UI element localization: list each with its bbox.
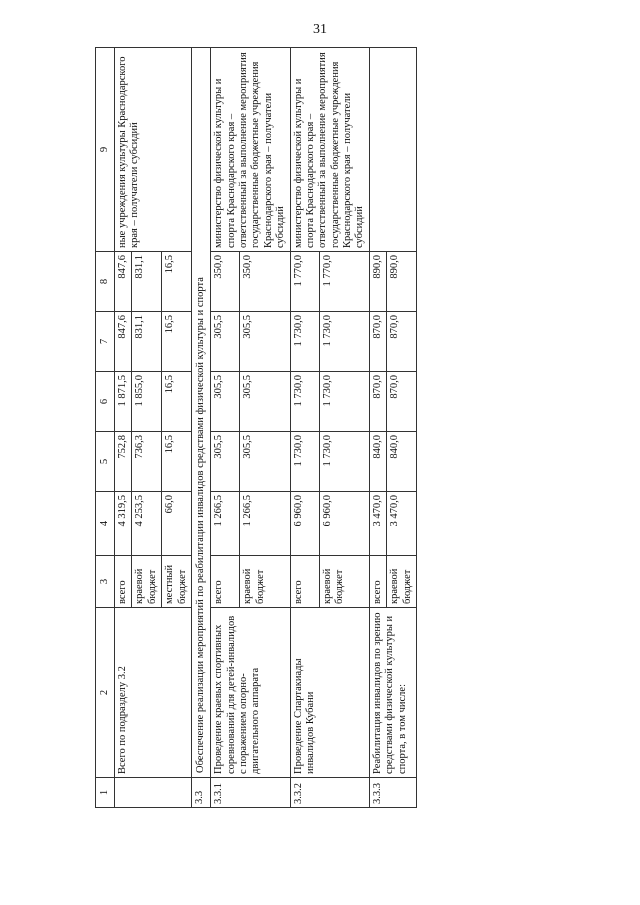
amount-year: 752,8 [115, 432, 132, 492]
amount-total: 1 266,5 [240, 492, 290, 556]
amount-total: 1 266,5 [211, 492, 240, 556]
amount-year: 16,5 [162, 252, 192, 312]
section-number: 3.3 [191, 778, 210, 808]
rotated-table-container [95, 48, 585, 808]
amount-year: 870,0 [387, 312, 417, 372]
budget-type: всего [211, 556, 240, 608]
amount-total: 6 960,0 [290, 492, 319, 556]
amount-year: 840,0 [369, 432, 386, 492]
budget-type: краевой бюджет [319, 556, 369, 608]
amount-year: 1 871,5 [115, 372, 132, 432]
header-cell: 6 [96, 372, 115, 432]
amount-year: 840,0 [387, 432, 417, 492]
header-cell: 1 [96, 778, 115, 808]
amount-total: 66,0 [162, 492, 192, 556]
table-row [369, 48, 386, 808]
item-name: Проведение краевых спортивных соревнований для детей-инвалидов с поражением опорно-двигательного аппарата [211, 608, 290, 778]
amount-year: 847,6 [115, 312, 132, 372]
amount-year: 736,3 [132, 432, 162, 492]
executor-text: министерство физической культуры и спорта Краснодарского края – ответственный за выполнение мероприятия государственные бюджетные учреждения Краснодарского края – получатели субсидий [290, 48, 369, 252]
amount-year: 350,0 [240, 252, 290, 312]
header-cell: 2 [96, 608, 115, 778]
budget-table [95, 47, 417, 808]
header-cell: 9 [96, 48, 115, 252]
amount-year: 16,5 [162, 432, 192, 492]
amount-total: 3 470,0 [387, 492, 417, 556]
amount-year: 1 770,0 [290, 252, 319, 312]
amount-year: 870,0 [369, 372, 386, 432]
executor-text [369, 48, 416, 252]
amount-year: 1 730,0 [290, 432, 319, 492]
section-title: Обеспечение реализации мероприятий по реабилитации инвалидов средствами физической культуры и спорта [191, 48, 210, 778]
executor-text: министерство физической культуры и спорта Краснодарского края – ответственный за выполнение мероприятия государственные бюджетные учреждения Краснодарского края – получатели субсидий [211, 48, 290, 252]
header-cell: 4 [96, 492, 115, 556]
amount-year: 831,1 [132, 312, 162, 372]
amount-year: 1 730,0 [319, 372, 369, 432]
header-cell: 7 [96, 312, 115, 372]
amount-year: 1 855,0 [132, 372, 162, 432]
amount-year: 305,5 [240, 432, 290, 492]
section-row [191, 48, 210, 808]
summary-name: Всего по подразделу 3.2 [115, 608, 192, 778]
table-row [290, 48, 319, 808]
budget-type: краевой бюджет [132, 556, 162, 608]
amount-total: 6 960,0 [319, 492, 369, 556]
amount-year: 890,0 [369, 252, 386, 312]
amount-year: 1 730,0 [319, 432, 369, 492]
amount-year: 305,5 [240, 312, 290, 372]
header-cell: 8 [96, 252, 115, 312]
budget-type: краевой бюджет [240, 556, 290, 608]
item-number: 3.3.2 [290, 778, 369, 808]
amount-total: 4 253,5 [132, 492, 162, 556]
amount-year: 1 770,0 [319, 252, 369, 312]
header-cell: 3 [96, 556, 115, 608]
amount-year: 870,0 [369, 312, 386, 372]
amount-year: 1 730,0 [290, 312, 319, 372]
amount-year: 16,5 [162, 372, 192, 432]
amount-year: 890,0 [387, 252, 417, 312]
amount-year: 305,5 [240, 372, 290, 432]
header-cell: 5 [96, 432, 115, 492]
item-number: 3.3.3 [369, 778, 416, 808]
amount-total: 4 319,5 [115, 492, 132, 556]
amount-year: 1 730,0 [319, 312, 369, 372]
amount-year: 305,5 [211, 432, 240, 492]
amount-year: 305,5 [211, 312, 240, 372]
amount-year: 305,5 [211, 372, 240, 432]
amount-year: 16,5 [162, 312, 192, 372]
amount-year: 847,6 [115, 252, 132, 312]
page-number: 31 [313, 22, 327, 37]
amount-year: 350,0 [211, 252, 240, 312]
budget-type: местный бюджет [162, 556, 192, 608]
amount-total: 3 470,0 [369, 492, 386, 556]
item-name: Реабилитация инвалидов по зрению средствами физической культуры и спорта, в том числе: [369, 608, 416, 778]
header-row [96, 48, 115, 808]
amount-year: 1 730,0 [290, 372, 319, 432]
amount-year: 831,1 [132, 252, 162, 312]
budget-type: всего [290, 556, 319, 608]
table-row [211, 48, 240, 808]
budget-type: всего [115, 556, 132, 608]
budget-type: краевой бюджет [387, 556, 417, 608]
table-row [115, 48, 132, 808]
item-name: Проведение Спартакиады инвалидов Кубани [290, 608, 369, 778]
item-number: 3.3.1 [211, 778, 290, 808]
budget-type: всего [369, 556, 386, 608]
amount-year: 870,0 [387, 372, 417, 432]
executor-text: ные учреждения культуры Краснодарского края – получатели субсидий [115, 48, 192, 252]
